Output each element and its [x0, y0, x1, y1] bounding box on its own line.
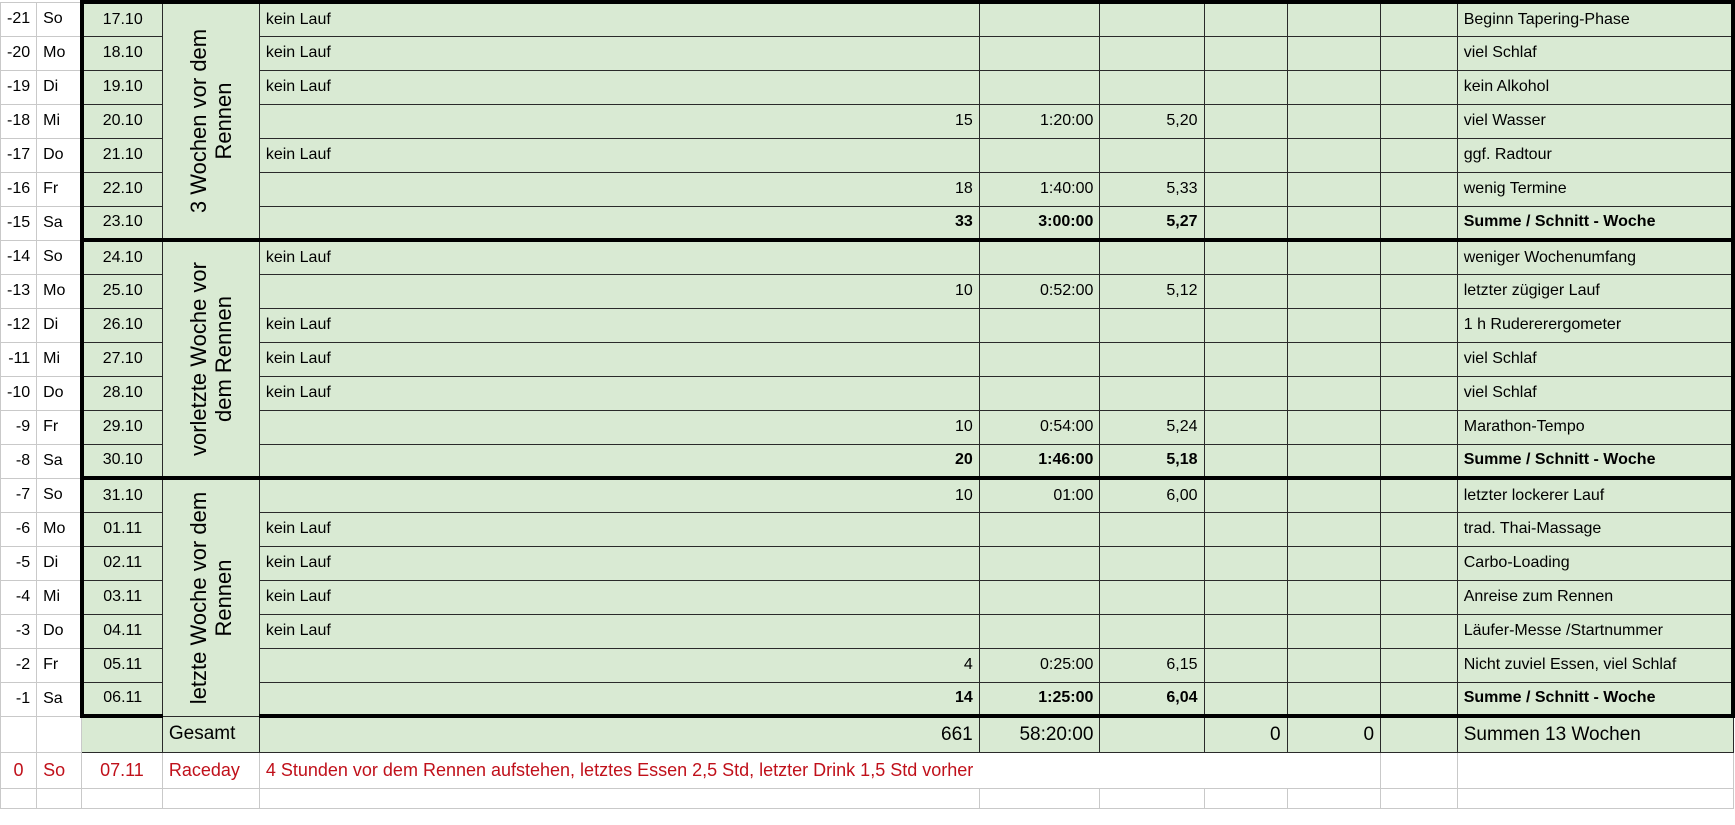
table-row — [1, 342, 1734, 376]
time-cell[interactable] — [979, 376, 1100, 410]
table-row — [1, 614, 1734, 648]
note-cell[interactable]: Summe / Schnitt - Woche — [1457, 206, 1733, 240]
pace-cell[interactable]: 5,12 — [1100, 274, 1204, 308]
km-cell[interactable]: 4 — [259, 648, 979, 682]
weekday-cell[interactable]: So — [37, 2, 82, 36]
empty-cell[interactable] — [1287, 36, 1381, 70]
empty-cell[interactable] — [1381, 444, 1458, 478]
empty-cell[interactable] — [1287, 648, 1381, 682]
date-cell[interactable]: 04.11 — [82, 614, 163, 648]
pace-cell[interactable]: 6,00 — [1100, 478, 1204, 512]
date-cell[interactable]: 28.10 — [82, 376, 163, 410]
note-cell[interactable]: weniger Wochenumfang — [1457, 240, 1733, 274]
day-offset-cell[interactable]: -17 — [1, 138, 37, 172]
date-cell[interactable]: 18.10 — [82, 36, 163, 70]
empty-cell[interactable] — [1287, 342, 1381, 376]
empty-cell[interactable] — [1100, 716, 1204, 752]
pace-cell[interactable] — [1100, 2, 1204, 36]
empty-cell[interactable] — [1381, 138, 1458, 172]
empty-cell[interactable] — [1381, 2, 1458, 36]
empty-cell[interactable] — [1287, 70, 1381, 104]
table-row — [1, 104, 1734, 138]
note-cell[interactable]: Summe / Schnitt - Woche — [1457, 682, 1733, 716]
total-row — [1, 716, 1734, 752]
note-cell[interactable]: wenig Termine — [1457, 172, 1733, 206]
empty-cell[interactable] — [1287, 512, 1381, 546]
pace-cell[interactable] — [1100, 580, 1204, 614]
week-label-cell[interactable] — [162, 2, 259, 240]
table-row — [1, 36, 1734, 70]
km-cell[interactable]: kein Lauf — [259, 138, 979, 172]
empty-cell[interactable] — [1, 716, 37, 752]
weekday-cell[interactable]: Mi — [37, 580, 82, 614]
total-value-6[interactable]: 0 — [1287, 716, 1381, 752]
table-row — [1, 444, 1734, 478]
total-km[interactable]: 661 — [259, 716, 979, 752]
date-cell[interactable]: 21.10 — [82, 138, 163, 172]
empty-cell[interactable] — [1381, 342, 1458, 376]
date-cell[interactable]: 23.10 — [82, 206, 163, 240]
day-offset-cell[interactable]: -5 — [1, 546, 37, 580]
km-cell[interactable]: kein Lauf — [259, 342, 979, 376]
table-row — [1, 274, 1734, 308]
note-cell[interactable]: Anreise zum Rennen — [1457, 580, 1733, 614]
empty-cell[interactable] — [1100, 788, 1204, 808]
empty-cell[interactable] — [1381, 240, 1458, 274]
table-row — [1, 206, 1734, 240]
weekday-cell[interactable]: Mo — [37, 274, 82, 308]
km-cell[interactable]: 20 — [259, 444, 979, 478]
table-row — [1, 240, 1734, 274]
km-cell[interactable]: kein Lauf — [259, 240, 979, 274]
weekday-cell[interactable]: Mo — [37, 36, 82, 70]
empty-cell[interactable] — [1287, 478, 1381, 512]
empty-cell[interactable] — [1287, 206, 1381, 240]
km-cell[interactable]: kein Lauf — [259, 70, 979, 104]
empty-cell[interactable] — [1, 788, 37, 808]
empty-cell[interactable] — [1287, 614, 1381, 648]
day-offset-cell[interactable]: -19 — [1, 70, 37, 104]
pace-cell[interactable]: 5,33 — [1100, 172, 1204, 206]
weekday-cell[interactable]: Mi — [37, 104, 82, 138]
empty-cell[interactable] — [1381, 70, 1458, 104]
km-cell[interactable]: 10 — [259, 478, 979, 512]
date-cell[interactable]: 20.10 — [82, 104, 163, 138]
empty-cell[interactable] — [1381, 788, 1458, 808]
empty-cell[interactable] — [1287, 138, 1381, 172]
note-cell[interactable]: ggf. Radtour — [1457, 138, 1733, 172]
date-cell[interactable]: 22.10 — [82, 172, 163, 206]
weekday-cell[interactable]: Di — [37, 308, 82, 342]
time-cell[interactable] — [979, 308, 1100, 342]
empty-cell[interactable] — [1204, 788, 1287, 808]
note-cell[interactable]: kein Alkohol — [1457, 70, 1733, 104]
table-row — [1, 788, 1734, 808]
time-cell[interactable]: 1:46:00 — [979, 444, 1100, 478]
km-cell[interactable]: kein Lauf — [259, 308, 979, 342]
date-cell[interactable]: 30.10 — [82, 444, 163, 478]
day-offset-cell[interactable]: -7 — [1, 478, 37, 512]
time-cell[interactable] — [979, 240, 1100, 274]
km-cell[interactable]: kein Lauf — [259, 512, 979, 546]
empty-cell[interactable] — [1381, 512, 1458, 546]
table-row — [1, 648, 1734, 682]
empty-cell[interactable] — [1381, 206, 1458, 240]
table-row — [1, 682, 1734, 716]
total-note[interactable]: Summen 13 Wochen — [1457, 716, 1733, 752]
week-label: 3 Wochen vor dem Rennen — [185, 28, 236, 214]
pace-cell[interactable]: 5,20 — [1100, 104, 1204, 138]
km-cell[interactable]: 18 — [259, 172, 979, 206]
empty-cell[interactable] — [1100, 752, 1204, 788]
empty-cell[interactable] — [1204, 172, 1287, 206]
weekday-cell[interactable]: Mi — [37, 342, 82, 376]
weekday-cell[interactable]: Do — [37, 376, 82, 410]
time-cell[interactable] — [979, 342, 1100, 376]
table-row — [1, 478, 1734, 512]
date-cell[interactable]: 27.10 — [82, 342, 163, 376]
empty-cell[interactable] — [1287, 580, 1381, 614]
empty-cell[interactable] — [1457, 752, 1733, 788]
date-cell[interactable]: 02.11 — [82, 546, 163, 580]
week-label: vorletzte Woche vor dem Rennen — [185, 262, 236, 457]
day-offset-cell[interactable]: -18 — [1, 104, 37, 138]
pace-cell[interactable] — [1100, 36, 1204, 70]
weekday-cell[interactable]: Sa — [37, 682, 82, 716]
empty-cell[interactable] — [1204, 512, 1287, 546]
note-cell[interactable]: Läufer-Messe /Startnummer — [1457, 614, 1733, 648]
date-cell[interactable]: 25.10 — [82, 274, 163, 308]
weekday-cell[interactable]: Do — [37, 614, 82, 648]
km-cell[interactable]: kein Lauf — [259, 580, 979, 614]
empty-cell[interactable] — [1381, 308, 1458, 342]
race-weekday[interactable]: So — [37, 752, 82, 788]
pace-cell[interactable] — [1100, 240, 1204, 274]
note-cell[interactable]: viel Wasser — [1457, 104, 1733, 138]
date-cell[interactable]: 26.10 — [82, 308, 163, 342]
note-cell[interactable]: viel Schlaf — [1457, 376, 1733, 410]
note-cell[interactable]: 1 h Rudererergometer — [1457, 308, 1733, 342]
note-cell[interactable]: trad. Thai-Massage — [1457, 512, 1733, 546]
empty-cell[interactable] — [1204, 36, 1287, 70]
pace-cell[interactable] — [1100, 138, 1204, 172]
date-cell[interactable]: 19.10 — [82, 70, 163, 104]
day-offset-cell[interactable]: -6 — [1, 512, 37, 546]
empty-cell[interactable] — [1204, 444, 1287, 478]
note-cell[interactable]: letzter zügiger Lauf — [1457, 274, 1733, 308]
day-offset-cell[interactable]: -3 — [1, 614, 37, 648]
time-cell[interactable]: 01:00 — [979, 478, 1100, 512]
pace-cell[interactable] — [1100, 70, 1204, 104]
race-label[interactable]: Raceday — [162, 752, 259, 788]
empty-cell[interactable] — [259, 788, 979, 808]
weekday-cell[interactable]: So — [37, 240, 82, 274]
note-cell[interactable]: Marathon-Tempo — [1457, 410, 1733, 444]
note-cell[interactable]: viel Schlaf — [1457, 342, 1733, 376]
empty-cell[interactable] — [1204, 206, 1287, 240]
table-row — [1, 546, 1734, 580]
weekday-cell[interactable]: Fr — [37, 648, 82, 682]
table-row — [1, 376, 1734, 410]
empty-cell[interactable] — [1204, 308, 1287, 342]
weekday-cell[interactable]: Fr — [37, 172, 82, 206]
table-row — [1, 70, 1734, 104]
date-cell[interactable]: 24.10 — [82, 240, 163, 274]
weekday-cell[interactable]: Di — [37, 546, 82, 580]
note-cell[interactable]: Carbo-Loading — [1457, 546, 1733, 580]
empty-cell[interactable] — [1287, 172, 1381, 206]
time-cell[interactable]: 0:54:00 — [979, 410, 1100, 444]
weekday-cell[interactable]: So — [37, 478, 82, 512]
empty-cell[interactable] — [1204, 2, 1287, 36]
time-cell[interactable] — [979, 614, 1100, 648]
note-cell[interactable]: Beginn Tapering-Phase — [1457, 2, 1733, 36]
time-cell[interactable]: 1:40:00 — [979, 172, 1100, 206]
empty-cell[interactable] — [1287, 104, 1381, 138]
weekday-cell[interactable]: Mo — [37, 512, 82, 546]
empty-cell[interactable] — [1381, 648, 1458, 682]
table-row — [1, 138, 1734, 172]
weekday-cell[interactable]: Sa — [37, 206, 82, 240]
empty-cell[interactable] — [1287, 240, 1381, 274]
time-cell[interactable] — [979, 546, 1100, 580]
day-offset-cell[interactable]: -14 — [1, 240, 37, 274]
empty-cell[interactable] — [82, 788, 163, 808]
day-offset-cell[interactable]: -15 — [1, 206, 37, 240]
empty-cell[interactable] — [1204, 410, 1287, 444]
empty-cell[interactable] — [1287, 410, 1381, 444]
race-instructions[interactable]: 4 Stunden vor dem Rennen aufstehen, letztes Essen 2,5 Std, letzter Drink 1,5 Std vorher — [259, 752, 979, 788]
empty-cell[interactable] — [1204, 580, 1287, 614]
day-offset-cell[interactable]: -10 — [1, 376, 37, 410]
empty-cell[interactable] — [1381, 716, 1458, 752]
km-cell[interactable]: 10 — [259, 274, 979, 308]
empty-cell[interactable] — [1204, 614, 1287, 648]
date-cell[interactable]: 01.11 — [82, 512, 163, 546]
day-offset-cell[interactable]: -21 — [1, 2, 37, 36]
empty-cell[interactable] — [1287, 376, 1381, 410]
date-cell[interactable]: 29.10 — [82, 410, 163, 444]
date-cell[interactable]: 03.11 — [82, 580, 163, 614]
km-cell[interactable]: kein Lauf — [259, 2, 979, 36]
pace-cell[interactable] — [1100, 614, 1204, 648]
empty-cell[interactable] — [1204, 376, 1287, 410]
total-label[interactable]: Gesamt — [162, 716, 259, 752]
week-label: letzte Woche vor dem Rennen — [185, 491, 236, 704]
week-label-cell[interactable] — [162, 478, 259, 716]
time-cell[interactable]: 1:20:00 — [979, 104, 1100, 138]
km-cell[interactable]: 15 — [259, 104, 979, 138]
km-cell[interactable]: kein Lauf — [259, 36, 979, 70]
km-cell[interactable]: kein Lauf — [259, 546, 979, 580]
km-cell[interactable]: kein Lauf — [259, 376, 979, 410]
raceday-row — [1, 752, 1734, 788]
day-offset-cell[interactable]: -1 — [1, 682, 37, 716]
total-time[interactable]: 58:20:00 — [979, 716, 1100, 752]
table-row — [1, 172, 1734, 206]
km-cell[interactable]: kein Lauf — [259, 614, 979, 648]
note-cell[interactable]: Summe / Schnitt - Woche — [1457, 444, 1733, 478]
empty-cell[interactable] — [1204, 752, 1287, 788]
note-cell[interactable]: Nicht zuviel Essen, viel Schlaf — [1457, 648, 1733, 682]
empty-cell[interactable] — [1204, 648, 1287, 682]
empty-cell[interactable] — [1287, 444, 1381, 478]
empty-cell[interactable] — [1381, 752, 1458, 788]
pace-cell[interactable]: 6,04 — [1100, 682, 1204, 716]
empty-cell[interactable] — [37, 716, 82, 752]
time-cell[interactable] — [979, 512, 1100, 546]
pace-cell[interactable]: 5,27 — [1100, 206, 1204, 240]
empty-cell[interactable] — [1287, 752, 1381, 788]
pace-cell[interactable] — [1100, 308, 1204, 342]
time-cell[interactable]: 0:25:00 — [979, 648, 1100, 682]
empty-cell[interactable] — [979, 752, 1100, 788]
empty-cell[interactable] — [1381, 376, 1458, 410]
time-cell[interactable] — [979, 2, 1100, 36]
empty-cell[interactable] — [82, 716, 163, 752]
weekday-cell[interactable]: Fr — [37, 410, 82, 444]
weekday-cell[interactable]: Do — [37, 138, 82, 172]
day-offset-cell[interactable]: -11 — [1, 342, 37, 376]
empty-cell[interactable] — [1204, 478, 1287, 512]
empty-cell[interactable] — [1381, 410, 1458, 444]
note-cell[interactable]: viel Schlaf — [1457, 36, 1733, 70]
date-cell[interactable]: 17.10 — [82, 2, 163, 36]
table-row — [1, 2, 1734, 36]
day-offset-cell[interactable]: -4 — [1, 580, 37, 614]
empty-cell[interactable] — [1204, 682, 1287, 716]
date-cell[interactable]: 05.11 — [82, 648, 163, 682]
km-cell[interactable]: 10 — [259, 410, 979, 444]
day-offset-cell[interactable]: -13 — [1, 274, 37, 308]
empty-cell[interactable] — [1287, 2, 1381, 36]
time-cell[interactable]: 0:52:00 — [979, 274, 1100, 308]
empty-cell[interactable] — [1204, 138, 1287, 172]
pace-cell[interactable]: 5,18 — [1100, 444, 1204, 478]
race-offset[interactable]: 0 — [1, 752, 37, 788]
pace-cell[interactable] — [1100, 512, 1204, 546]
pace-cell[interactable] — [1100, 342, 1204, 376]
empty-cell[interactable] — [1287, 274, 1381, 308]
empty-cell[interactable] — [1287, 546, 1381, 580]
empty-cell[interactable] — [979, 788, 1100, 808]
empty-cell[interactable] — [1287, 788, 1381, 808]
empty-cell[interactable] — [1204, 104, 1287, 138]
empty-cell[interactable] — [1381, 478, 1458, 512]
km-cell[interactable]: 33 — [259, 206, 979, 240]
empty-cell[interactable] — [1381, 614, 1458, 648]
time-cell[interactable] — [979, 70, 1100, 104]
empty-cell[interactable] — [1381, 36, 1458, 70]
empty-cell[interactable] — [1381, 274, 1458, 308]
empty-cell[interactable] — [162, 788, 259, 808]
km-cell[interactable]: 14 — [259, 682, 979, 716]
empty-cell[interactable] — [1381, 172, 1458, 206]
table-row — [1, 308, 1734, 342]
race-date[interactable]: 07.11 — [82, 752, 163, 788]
empty-cell[interactable] — [1204, 546, 1287, 580]
empty-cell[interactable] — [1287, 308, 1381, 342]
pace-cell[interactable] — [1100, 546, 1204, 580]
day-offset-cell[interactable]: -9 — [1, 410, 37, 444]
empty-cell[interactable] — [1381, 546, 1458, 580]
empty-cell[interactable] — [37, 788, 82, 808]
note-cell[interactable]: letzter lockerer Lauf — [1457, 478, 1733, 512]
time-cell[interactable] — [979, 36, 1100, 70]
empty-cell[interactable] — [1381, 580, 1458, 614]
time-cell[interactable]: 1:25:00 — [979, 682, 1100, 716]
time-cell[interactable] — [979, 138, 1100, 172]
date-cell[interactable]: 06.11 — [82, 682, 163, 716]
empty-cell[interactable] — [1457, 788, 1733, 808]
pace-cell[interactable] — [1100, 376, 1204, 410]
week-label-cell[interactable] — [162, 240, 259, 478]
table-row — [1, 512, 1734, 546]
time-cell[interactable] — [979, 580, 1100, 614]
day-offset-cell[interactable]: -16 — [1, 172, 37, 206]
weekday-cell[interactable]: Sa — [37, 444, 82, 478]
day-offset-cell[interactable]: -12 — [1, 308, 37, 342]
date-cell[interactable]: 31.10 — [82, 478, 163, 512]
day-offset-cell[interactable]: -8 — [1, 444, 37, 478]
pace-cell[interactable]: 6,15 — [1100, 648, 1204, 682]
empty-cell[interactable] — [1381, 104, 1458, 138]
pace-cell[interactable]: 5,24 — [1100, 410, 1204, 444]
weekday-cell[interactable]: Di — [37, 70, 82, 104]
table-row — [1, 580, 1734, 614]
total-value-5[interactable]: 0 — [1204, 716, 1287, 752]
empty-cell[interactable] — [1287, 682, 1381, 716]
day-offset-cell[interactable]: -2 — [1, 648, 37, 682]
empty-cell[interactable] — [1204, 70, 1287, 104]
empty-cell[interactable] — [1204, 342, 1287, 376]
empty-cell[interactable] — [1204, 274, 1287, 308]
table-row — [1, 410, 1734, 444]
time-cell[interactable]: 3:00:00 — [979, 206, 1100, 240]
day-offset-cell[interactable]: -20 — [1, 36, 37, 70]
empty-cell[interactable] — [1204, 240, 1287, 274]
empty-cell[interactable] — [1381, 682, 1458, 716]
